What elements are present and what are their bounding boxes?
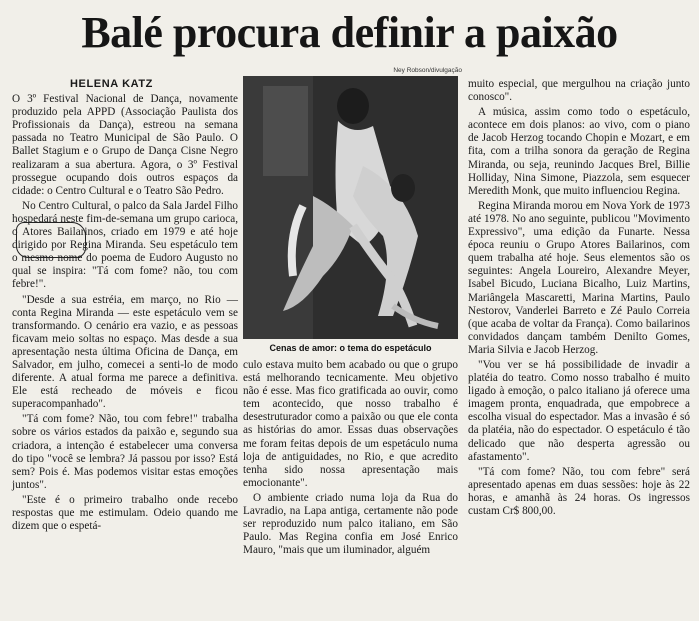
- photo-caption: Cenas de amor: o tema do espetáculo: [269, 343, 432, 353]
- paragraph: Regina Miranda morou em Nova York de 1973 até 1978. No ano seguinte, publicou "Movimento Expressivo", uma edição da Funarte. Nessa época reuniu o Grupo Atores Bailarinos, com quem trabalha até hoje. Seus elementos são os seguintes: Angela Loureiro, Alexandre Meyer, Isabel Bicudo, Luciana Bicalho, Luiz Martins, Mariângela Mascaretti, Marina Martins, Paulo Nestorov, Vanderlei Barreto e Zé Paulo Correia (que acaba de voltar da França). Como bailarinos convidados dançam também Denilto Gomes, Maria Silvia e Jacob Herzog.: [468, 199, 690, 356]
- paragraph: O 3º Festival Nacional de Dança, novamente produzido pela APPD (Associação Paulista dos Profissionais da Dança), estreou na semana passada no Teatro Municipal de São Paulo. O Ballet Stagium e o Grupo de Dança Cisne Negro realizaram a sua abertura. Agora, o 3º Festival prossegue ocupando dois outros espaços da cidade: o Centro Cultural e o Teatro São Pedro.: [12, 93, 238, 197]
- paragraph: muito especial, que mergulhou na criação junto conosco".: [468, 78, 690, 104]
- photo-credit: Ney Robson/divulgação: [393, 67, 462, 74]
- paragraph: A música, assim como todo o espetáculo, acontece em dois planos: ao vivo, com o piano de Jacob Herzog tocando Chopin e Mozart, e em fita, com a trilha sonora da geração de Regina Miranda, ou seja, reunindo Jacques Brel, Billie Holliday, Nina Simone, Piazzola, sem esquecer Meredith Monk, que muito influenciou Regina.: [468, 106, 690, 197]
- paragraph: "Este é o primeiro trabalho onde recebo respostas que me estimulam. Odeio quando me dizem que o espetá-: [12, 493, 238, 533]
- paragraph: "Tá com fome? Não, tou com febre" será apresentado apenas em duas sessões: hoje às 22 horas, e amanhã às 24 horas. Os ingressos custam Cr$ 800,00.: [468, 465, 690, 517]
- article-column-3: [468, 78, 690, 520]
- paragraph: "Desde a sua estréia, em março, no Rio — conta Regina Miranda — este espetáculo vem se transformando. O cenário era vazio, e as pessoas ficavam meio soltas no espaço. Mas desde a sua apresentação nesta última Oficina de Dança, em Salvador, em julho, comecei a senti-lo de modo diferente. A atual forma me parece a definitiva. Ele está recheado de móveis e ficou superacompanhado".: [12, 293, 238, 411]
- paragraph: No Centro Cultural, o palco da Sala Jardel Filho hospedará neste fim-de-semana um grupo carioca, o Atores Bailarinos, criado em 1979 e até hoje dirigido por Regina Miranda. Seu espetáculo tem o mesmo nome do poema de Eudoro Augusto no qual se inspira: "Tá com fome? não, tou com febre!".: [12, 199, 238, 291]
- paragraph: culo estava muito bem acabado ou que o grupo está melhorando tecnicamente. Meu objetivo não é esse. Mas fico gratificada ao ouvir, como tem acontecido, que nosso trabalho é desestruturador como a paixão ou que ele conta as histórias do amor. Essas duas observações me foram feitas depois de um espetáculo numa loja de antiguidades, no Rio, e que acredito tenha sido nossa apresentação mais emocionante".: [243, 359, 458, 489]
- byline: HELENA KATZ: [70, 78, 153, 90]
- paragraph: "Vou ver se há possibilidade de invadir a platéia do teatro. Como nosso trabalho é muito ligado à emoção, o palco italiano já oferece uma imagem pronta, enquadrada, que empobrece a escolha visual do espectador. Mas a invasão é só da platéia, não do espectador. O espetáculo é tão delicado que não desperta agressão ou afastamento".: [468, 358, 690, 463]
- paragraph: O ambiente criado numa loja da Rua do Lavradio, na Lapa antiga, certamente não pode ser reproduzido num palco italiano, em São Paulo. Mas Regina confia em José Enrico Mauro, "mais que um iluminador, alguém: [243, 491, 458, 557]
- dancers-illustration: [243, 76, 458, 339]
- headline: Balé procura definir a paixão: [81, 8, 618, 57]
- article-column-2: [243, 359, 458, 559]
- dance-photo: [243, 76, 458, 339]
- article-column-1: [12, 78, 238, 535]
- paragraph: "Tá com fome? Não, tou com febre!" trabalha sobre os vários estados da paixão e, segundo sua criadora, a intenção é estabelecer uma conversa do tipo "você se lembra? Já passou por isso? Está sem? Pois é. Mas podemos visitar estas emoções juntos".: [12, 413, 238, 491]
